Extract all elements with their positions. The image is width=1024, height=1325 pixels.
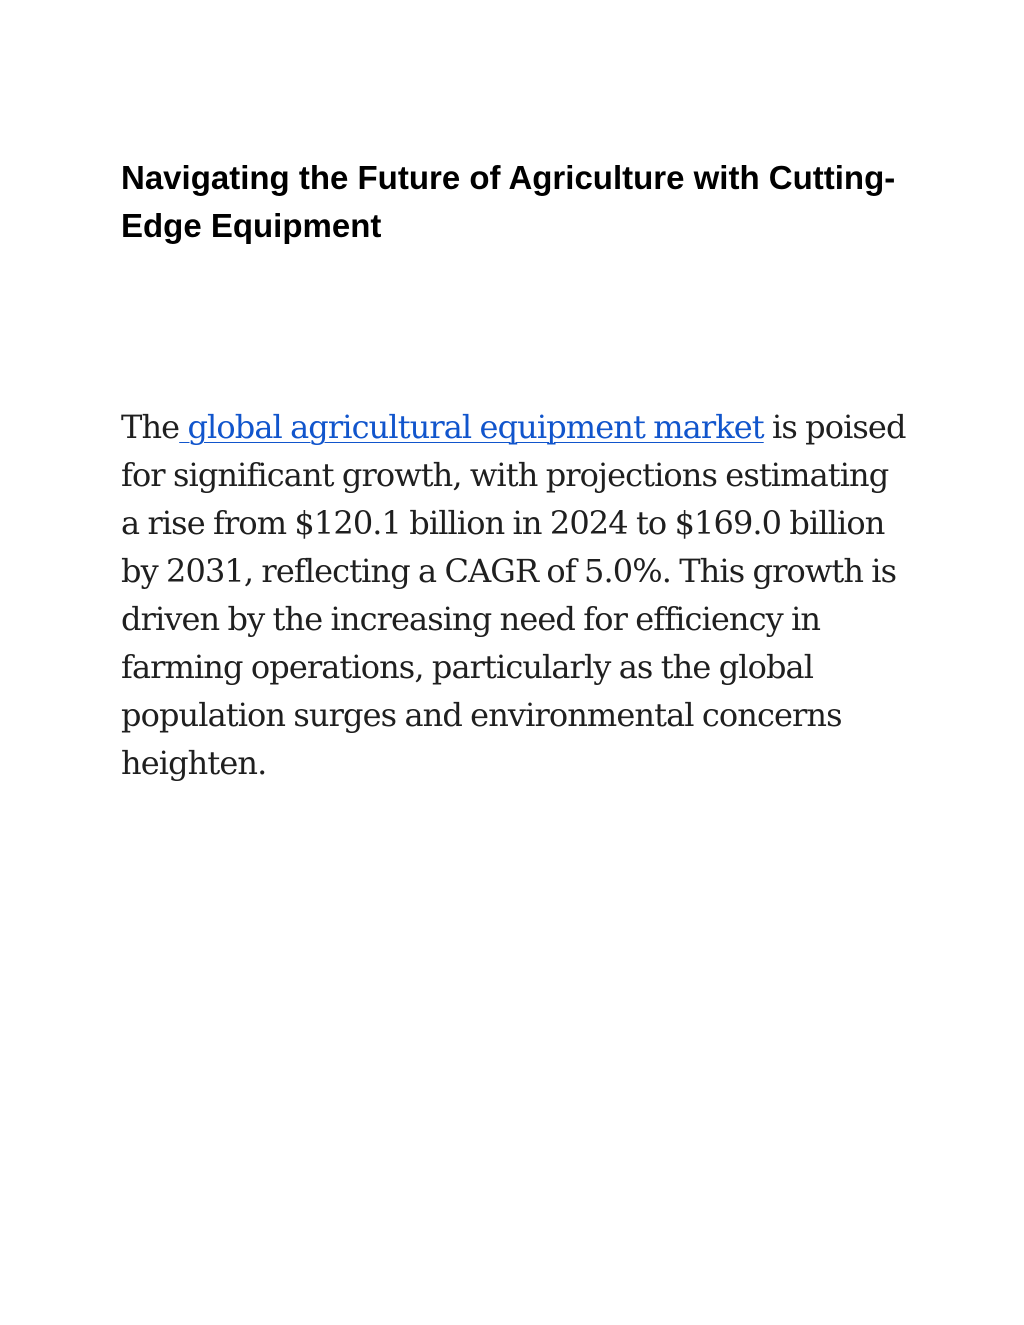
market-report-link[interactable]: global agricultural equipment market xyxy=(179,408,764,446)
body-paragraph xyxy=(121,403,911,787)
paragraph-rest-text: is poised for significant growth, with projections estimating a rise from $120.1 billion in 2024 to $169.0 billion by 2031, reflecting a CAGR of 5.0%. This growth is driven by the increasing need for efficiency in farming operations, particularly as the global population surges and environmental concerns heighten. xyxy=(121,408,906,782)
paragraph-lead-text: The xyxy=(121,408,180,446)
document-title: Navigating the Future of Agriculture with Cutting-Edge Equipment xyxy=(121,159,896,244)
